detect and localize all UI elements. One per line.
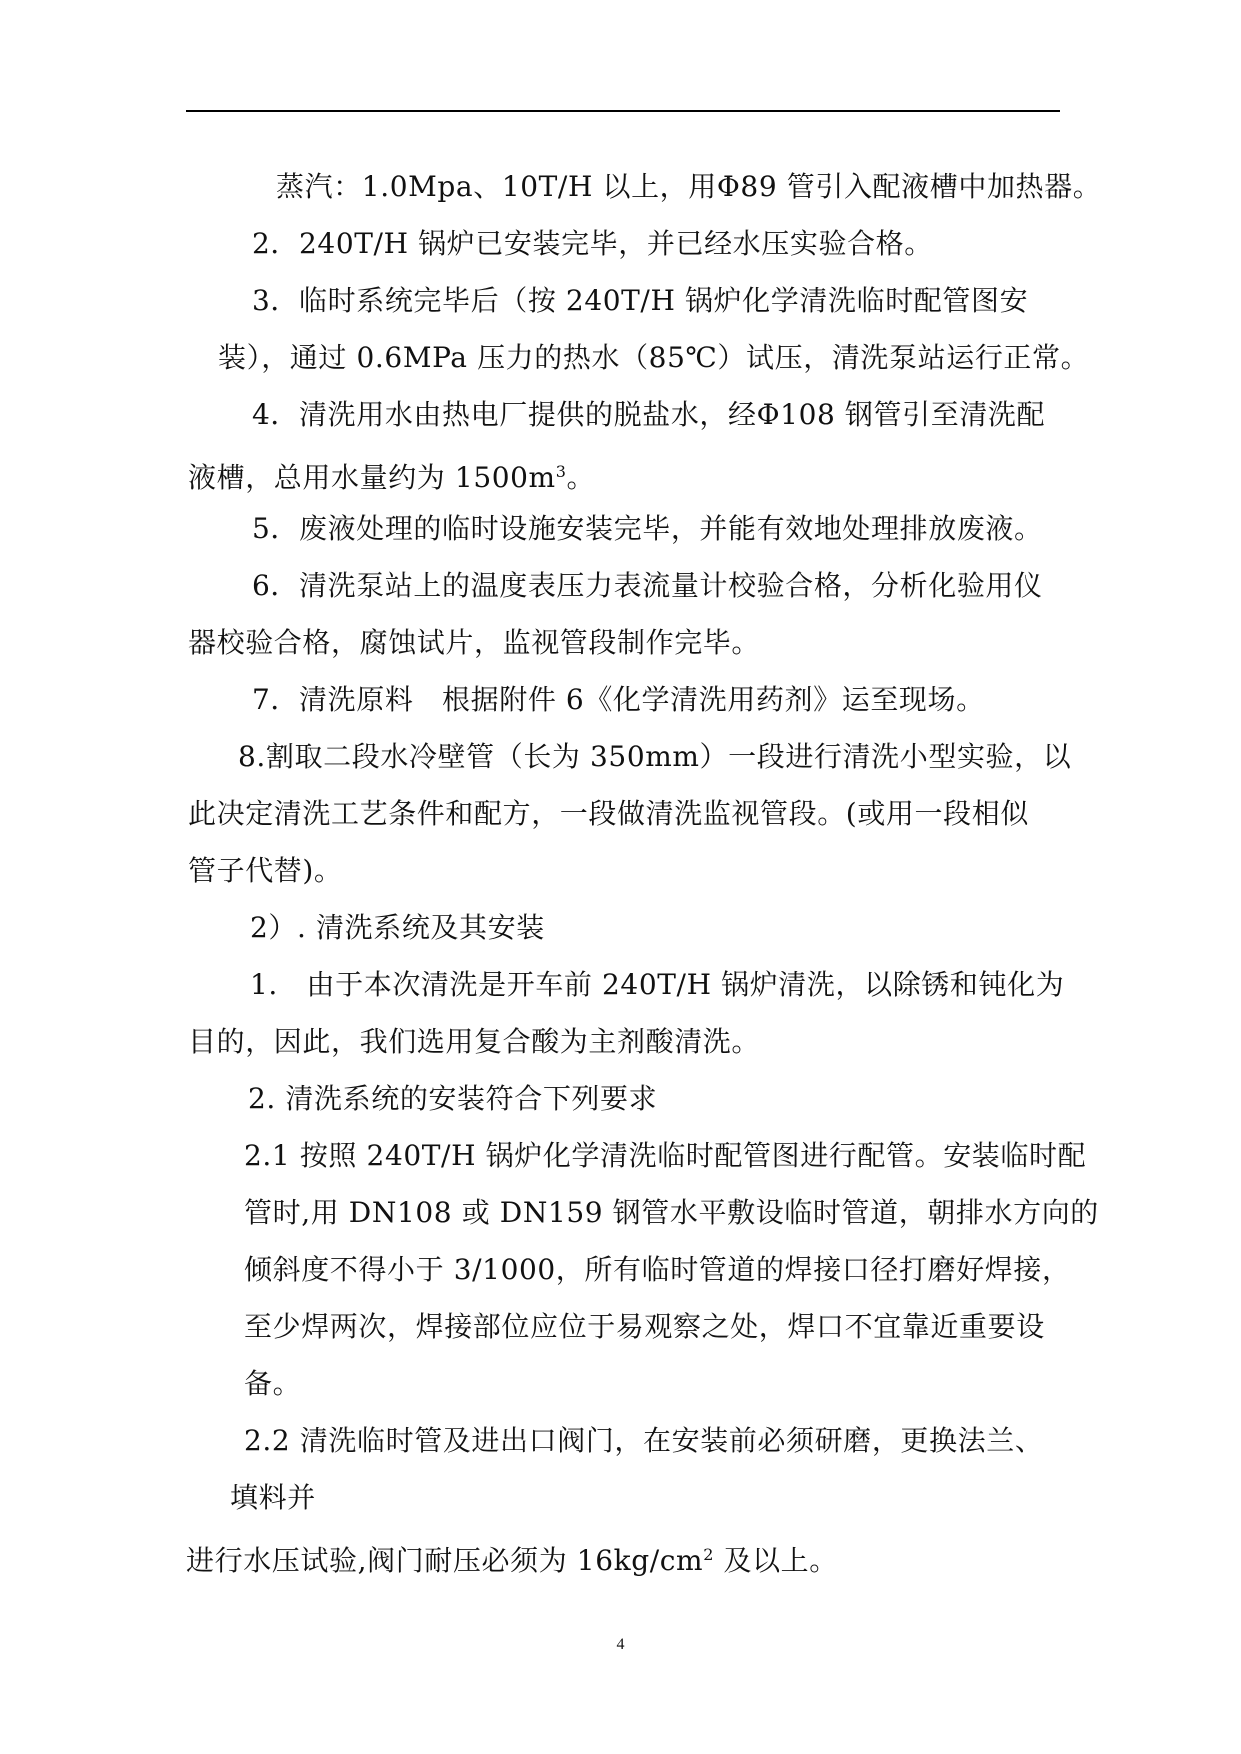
text-line-21: 至少焊两次，焊接部位应位于易观察之处，焊口不宜靠近重要设 (244, 1310, 1045, 1343)
text-line-6-main: 液槽，总用水量约为 1500m (188, 461, 556, 494)
text-line-16: 目的，因此，我们选用复合酸为主剂酸清洗。 (188, 1025, 761, 1058)
text-line-20: 倾斜度不得小于 3/1000，所有临时管道的焊接口径打磨好焊接， (244, 1253, 1071, 1286)
text-line-24: 填料并 (230, 1481, 316, 1514)
text-line-11: 8.割取二段水冷壁管（长为 350mm）一段进行清洗小型实验，以 (238, 740, 1072, 773)
text-line-25-main: 进行水压试验,阀门耐压必须为 16kg/cm (186, 1544, 704, 1577)
text-line-2: 2．240T/H 锅炉已安装完毕，并已经水压实验合格。 (252, 227, 933, 260)
text-line-15: 1. 由于本次清洗是开车前 240T/H 锅炉清洗，以除锈和钝化为 (250, 968, 1065, 1001)
text-line-18: 2.1 按照 240T/H 锅炉化学清洗临时配管图进行配管。安装临时配 (244, 1139, 1087, 1172)
text-line-14: 2）. 清洗系统及其安装 (250, 911, 545, 944)
text-line-4: 装），通过 0.6MPa 压力的热水（85℃）试压，清洗泵站运行正常。 (218, 341, 1090, 374)
superscript-3: 3 (555, 462, 567, 481)
text-line-13: 管子代替)。 (188, 854, 343, 887)
text-line-7: 5．废液处理的临时设施安装完毕，并能有效地处理排放废液。 (252, 512, 1043, 545)
text-line-9: 器校验合格，腐蚀试片，监视管段制作完毕。 (188, 626, 761, 659)
text-line-10: 7．清洗原料 根据附件 6《化学清洗用药剂》运至现场。 (252, 683, 985, 716)
text-line-5: 4．清洗用水由热电厂提供的脱盐水，经Φ108 钢管引至清洗配 (252, 398, 1046, 431)
text-line-25 (186, 1526, 838, 1589)
text-line-17: 2. 清洗系统的安装符合下列要求 (248, 1082, 658, 1115)
text-line-8: 6．清洗泵站上的温度表压力表流量计校验合格，分析化验用仪 (252, 569, 1043, 602)
text-line-12: 此决定清洗工艺条件和配方，一段做清洗监视管段。(或用一段相似 (188, 797, 1029, 830)
superscript-2: 2 (703, 1545, 714, 1564)
page-number: 4 (616, 1636, 625, 1653)
text-line-6-end: 。 (566, 461, 596, 494)
text-line-6 (188, 443, 595, 506)
text-line-1: 蒸汽：1.0Mpa、10T/H 以上，用Φ89 管引入配液槽中加热器。 (276, 170, 1102, 203)
text-line-3: 3．临时系统完毕后（按 240T/H 锅炉化学清洗临时配管图安 (252, 284, 1029, 317)
text-line-25-end: 及以上。 (713, 1544, 838, 1577)
text-line-23: 2.2 清洗临时管及进出口阀门，在安装前必须研磨，更换法兰、 (244, 1424, 1044, 1457)
text-line-19: 管时,用 DN108 或 DN159 钢管水平敷设临时管道，朝排水方向的 (244, 1196, 1099, 1229)
header-rule (186, 110, 1060, 112)
text-line-22: 备。 (244, 1367, 302, 1400)
